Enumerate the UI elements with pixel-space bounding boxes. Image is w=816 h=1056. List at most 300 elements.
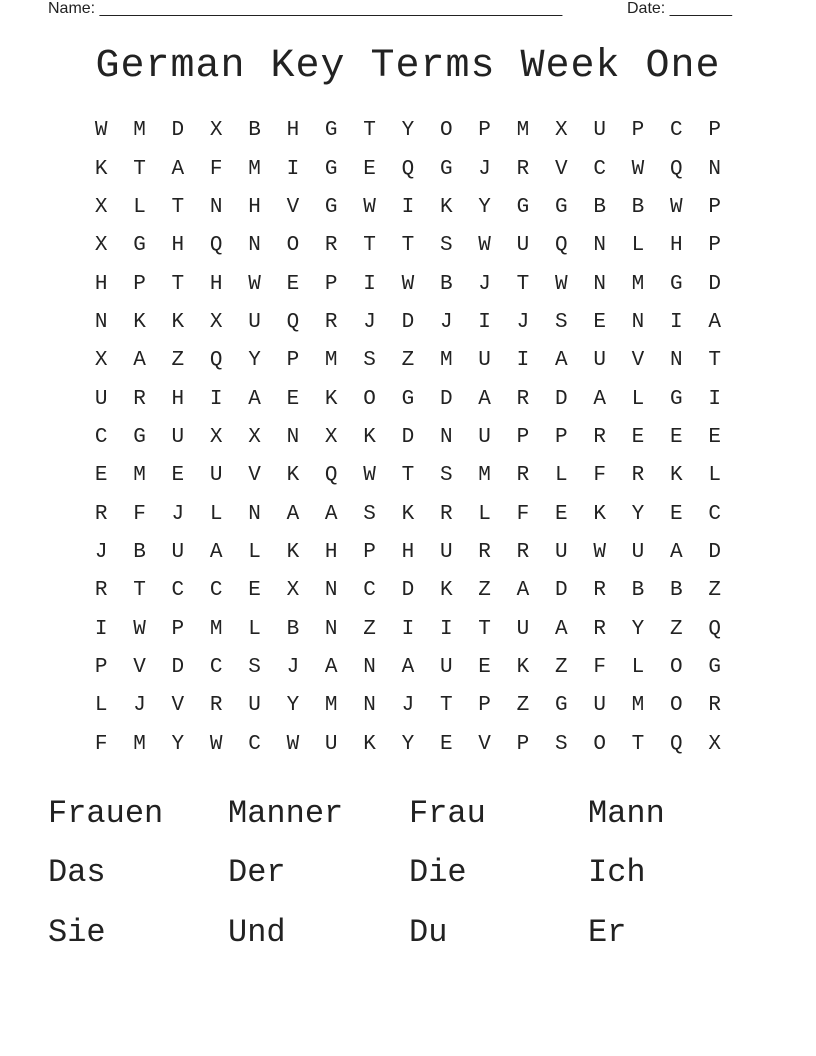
grid-cell[interactable]: G xyxy=(324,119,338,143)
grid-cell[interactable]: T xyxy=(516,272,530,296)
grid-cell[interactable]: X xyxy=(209,310,223,334)
grid-cell[interactable]: A xyxy=(670,540,683,564)
grid-cell[interactable]: N xyxy=(248,234,261,258)
grid-cell[interactable]: W xyxy=(401,272,415,296)
grid-cell[interactable]: P xyxy=(324,272,338,296)
grid-cell[interactable]: Y xyxy=(286,694,300,718)
grid-cell[interactable]: L xyxy=(631,387,645,411)
grid-cell[interactable]: C xyxy=(248,732,261,756)
grid-cell[interactable]: A xyxy=(708,310,721,334)
grid-cell[interactable]: P xyxy=(171,617,185,641)
grid-cell[interactable]: C xyxy=(171,579,185,603)
grid-cell[interactable]: R xyxy=(324,310,338,334)
grid-cell[interactable]: V xyxy=(631,349,645,373)
grid-cell[interactable]: P xyxy=(516,732,530,756)
grid-cell[interactable]: N xyxy=(439,425,453,449)
grid-cell[interactable]: U xyxy=(516,617,530,641)
grid-cell[interactable]: U xyxy=(439,655,453,679)
grid-cell[interactable]: Q xyxy=(401,157,415,181)
grid-cell[interactable]: K xyxy=(363,732,376,756)
grid-cell[interactable]: J xyxy=(401,694,415,718)
grid-cell[interactable]: C xyxy=(209,655,223,679)
grid-cell[interactable]: B xyxy=(631,195,645,219)
grid-cell[interactable]: W xyxy=(631,157,645,181)
grid-cell[interactable]: K xyxy=(133,310,146,334)
grid-cell[interactable]: V xyxy=(478,732,491,756)
grid-cell[interactable]: Y xyxy=(401,119,415,143)
grid-cell[interactable]: A xyxy=(324,502,338,526)
grid-cell[interactable]: O xyxy=(670,655,683,679)
word-list-item: Er xyxy=(588,913,627,951)
grid-cell[interactable]: R xyxy=(94,579,108,603)
grid-cell[interactable]: H xyxy=(670,234,683,258)
grid-cell[interactable]: N xyxy=(286,425,300,449)
grid-cell[interactable]: N xyxy=(593,272,606,296)
grid-cell[interactable]: K xyxy=(94,157,108,181)
grid-cell[interactable]: D xyxy=(171,119,185,143)
grid-cell[interactable]: H xyxy=(324,540,338,564)
grid-cell[interactable]: S xyxy=(363,502,376,526)
grid-cell[interactable]: N xyxy=(631,310,645,334)
grid-cell[interactable]: E xyxy=(248,579,261,603)
grid-cell[interactable]: E xyxy=(171,464,185,488)
grid-cell[interactable]: M xyxy=(324,349,338,373)
grid-cell[interactable]: A xyxy=(133,349,146,373)
grid-cell[interactable]: I xyxy=(478,310,491,334)
grid-cell[interactable]: S xyxy=(363,349,376,373)
grid-cell[interactable]: J xyxy=(363,310,376,334)
grid-cell[interactable]: A xyxy=(171,157,185,181)
grid-cell[interactable]: G xyxy=(670,272,683,296)
grid-cell[interactable]: D xyxy=(401,579,415,603)
grid-cell[interactable]: A xyxy=(593,387,606,411)
grid-cell[interactable]: H xyxy=(286,119,300,143)
grid-cell[interactable]: N xyxy=(593,234,606,258)
grid-cell[interactable]: I xyxy=(439,617,453,641)
grid-cell[interactable]: L xyxy=(554,464,568,488)
grid-cell[interactable]: L xyxy=(478,502,491,526)
grid-cell[interactable]: F xyxy=(516,502,530,526)
grid-cell[interactable]: P xyxy=(708,234,721,258)
name-field-label[interactable]: Name: ____________________________________________________ xyxy=(48,0,563,17)
grid-cell[interactable]: X xyxy=(324,425,338,449)
grid-cell[interactable]: M xyxy=(248,157,261,181)
grid-cell[interactable]: Q xyxy=(554,234,568,258)
grid-cell[interactable]: M xyxy=(631,272,645,296)
grid-cell[interactable]: K xyxy=(593,502,606,526)
grid-cell[interactable]: R xyxy=(133,387,146,411)
grid-cell[interactable]: A xyxy=(248,387,261,411)
grid-cell[interactable]: U xyxy=(248,310,261,334)
grid-cell[interactable]: A xyxy=(554,617,568,641)
grid-cell[interactable]: Y xyxy=(171,732,185,756)
grid-cell[interactable]: R xyxy=(516,387,530,411)
grid-cell[interactable]: S xyxy=(554,310,568,334)
grid-cell[interactable]: D xyxy=(554,579,568,603)
grid-cell[interactable]: E xyxy=(708,425,721,449)
grid-cell[interactable]: E xyxy=(363,157,376,181)
grid-cell[interactable]: M xyxy=(133,464,146,488)
grid-cell[interactable]: M xyxy=(439,349,453,373)
grid-cell[interactable]: M xyxy=(516,119,530,143)
grid-cell[interactable]: D xyxy=(401,310,415,334)
grid-cell[interactable]: N xyxy=(248,502,261,526)
grid-cell[interactable]: H xyxy=(401,540,415,564)
grid-cell[interactable]: Q xyxy=(209,234,223,258)
grid-cell[interactable]: T xyxy=(631,732,645,756)
grid-cell[interactable]: U xyxy=(248,694,261,718)
grid-cell[interactable]: S xyxy=(439,234,453,258)
grid-cell[interactable]: D xyxy=(708,272,721,296)
grid-cell[interactable]: Z xyxy=(171,349,185,373)
grid-cell[interactable]: P xyxy=(708,195,721,219)
grid-cell[interactable]: G xyxy=(554,195,568,219)
grid-cell[interactable]: W xyxy=(248,272,261,296)
grid-cell[interactable]: R xyxy=(631,464,645,488)
grid-cell[interactable]: P xyxy=(516,425,530,449)
grid-cell[interactable]: I xyxy=(670,310,683,334)
grid-cell[interactable]: I xyxy=(209,387,223,411)
grid-cell[interactable]: X xyxy=(94,234,108,258)
grid-cell[interactable]: A xyxy=(516,579,530,603)
grid-cell[interactable]: W xyxy=(94,119,108,143)
grid-cell[interactable]: J xyxy=(478,272,491,296)
grid-cell[interactable]: R xyxy=(209,694,223,718)
grid-cell[interactable]: N xyxy=(363,694,376,718)
grid-cell[interactable]: Z xyxy=(670,617,683,641)
grid-cell[interactable]: G xyxy=(324,195,338,219)
grid-cell[interactable]: Q xyxy=(670,157,683,181)
grid-cell[interactable]: R xyxy=(516,464,530,488)
grid-row xyxy=(82,150,734,188)
grid-cell[interactable]: N xyxy=(670,349,683,373)
grid-cell[interactable]: W xyxy=(478,234,491,258)
grid-cell[interactable]: E xyxy=(478,655,491,679)
grid-cell[interactable]: K xyxy=(401,502,415,526)
grid-cell[interactable]: D xyxy=(708,540,721,564)
grid-cell[interactable]: O xyxy=(593,732,606,756)
grid-cell[interactable]: Z xyxy=(554,655,568,679)
grid-cell[interactable]: L xyxy=(94,694,108,718)
grid-cell[interactable]: K xyxy=(439,579,453,603)
grid-cell[interactable]: A xyxy=(478,387,491,411)
grid-cell[interactable]: T xyxy=(478,617,491,641)
grid-cell[interactable]: M xyxy=(209,617,223,641)
grid-cell[interactable]: U xyxy=(516,234,530,258)
grid-cell[interactable]: T xyxy=(363,234,376,258)
grid-cell[interactable]: X xyxy=(554,119,568,143)
grid-cell[interactable]: K xyxy=(286,464,300,488)
grid-cell[interactable]: K xyxy=(363,425,376,449)
grid-cell[interactable]: U xyxy=(94,387,108,411)
grid-cell[interactable]: Y xyxy=(631,502,645,526)
grid-cell[interactable]: K xyxy=(286,540,300,564)
grid-cell[interactable]: U xyxy=(171,540,185,564)
grid-cell[interactable]: U xyxy=(324,732,338,756)
grid-cell[interactable]: U xyxy=(593,119,606,143)
grid-cell[interactable]: N xyxy=(363,655,376,679)
grid-cell[interactable]: J xyxy=(171,502,185,526)
grid-cell[interactable]: R xyxy=(516,157,530,181)
grid-cell[interactable]: X xyxy=(708,732,721,756)
grid-cell[interactable]: U xyxy=(209,464,223,488)
grid-cell[interactable]: I xyxy=(363,272,376,296)
grid-cell[interactable]: C xyxy=(209,579,223,603)
grid-cell[interactable]: M xyxy=(478,464,491,488)
grid-cell[interactable]: L xyxy=(248,540,261,564)
grid-cell[interactable]: U xyxy=(631,540,645,564)
grid-cell[interactable]: A xyxy=(286,502,300,526)
grid-cell[interactable]: Q xyxy=(670,732,683,756)
grid-cell[interactable]: Y xyxy=(478,195,491,219)
grid-cell[interactable]: P xyxy=(133,272,146,296)
grid-cell[interactable]: P xyxy=(94,655,108,679)
grid-cell[interactable]: G xyxy=(133,234,146,258)
grid-cell[interactable]: E xyxy=(554,502,568,526)
grid-cell[interactable]: D xyxy=(554,387,568,411)
grid-cell[interactable]: C xyxy=(670,119,683,143)
word-list-item: Sie xyxy=(48,913,106,951)
grid-cell[interactable]: T xyxy=(401,464,415,488)
grid-cell[interactable]: O xyxy=(670,694,683,718)
grid-cell[interactable]: T xyxy=(439,694,453,718)
grid-cell[interactable]: A xyxy=(554,349,568,373)
grid-cell[interactable]: U xyxy=(593,694,606,718)
grid-cell[interactable]: W xyxy=(209,732,223,756)
grid-cell[interactable]: S xyxy=(248,655,261,679)
grid-cell[interactable]: X xyxy=(248,425,261,449)
grid-cell[interactable]: H xyxy=(171,234,185,258)
grid-cell[interactable]: Y xyxy=(631,617,645,641)
grid-cell[interactable]: I xyxy=(94,617,108,641)
grid-cell[interactable]: U xyxy=(478,425,491,449)
grid-cell[interactable]: C xyxy=(593,157,606,181)
grid-cell[interactable]: W xyxy=(670,195,683,219)
grid-cell[interactable]: T xyxy=(708,349,721,373)
grid-cell[interactable]: G xyxy=(708,655,721,679)
grid-cell[interactable]: V xyxy=(248,464,261,488)
grid-cell[interactable]: T xyxy=(171,195,185,219)
grid-cell[interactable]: E xyxy=(593,310,606,334)
grid-cell[interactable]: Z xyxy=(708,579,721,603)
grid-cell[interactable]: E xyxy=(670,425,683,449)
grid-cell[interactable]: P xyxy=(363,540,376,564)
grid-cell[interactable]: B xyxy=(670,579,683,603)
grid-cell[interactable]: Z xyxy=(401,349,415,373)
grid-cell[interactable]: B xyxy=(248,119,261,143)
grid-cell[interactable]: N xyxy=(94,310,108,334)
grid-row xyxy=(82,572,734,610)
grid-cell[interactable]: T xyxy=(133,579,146,603)
grid-cell[interactable]: R xyxy=(324,234,338,258)
grid-cell[interactable]: L xyxy=(248,617,261,641)
word-list-item: Die xyxy=(409,854,467,892)
grid-cell[interactable]: N xyxy=(708,157,721,181)
grid-cell[interactable]: X xyxy=(94,349,108,373)
grid-cell[interactable]: O xyxy=(363,387,376,411)
grid-cell[interactable]: E xyxy=(286,387,300,411)
grid-cell[interactable]: L xyxy=(631,655,645,679)
grid-cell[interactable]: L xyxy=(133,195,146,219)
grid-cell[interactable]: K xyxy=(516,655,530,679)
grid-cell[interactable]: T xyxy=(401,234,415,258)
grid-cell[interactable]: T xyxy=(363,119,376,143)
header xyxy=(48,0,748,20)
grid-cell[interactable]: W xyxy=(554,272,568,296)
grid-cell[interactable]: M xyxy=(324,694,338,718)
grid-cell[interactable]: N xyxy=(324,617,338,641)
grid-cell[interactable]: G xyxy=(439,157,453,181)
grid-cell[interactable]: K xyxy=(171,310,185,334)
grid-cell[interactable]: Q xyxy=(286,310,300,334)
grid-cell[interactable]: E xyxy=(94,464,108,488)
grid-cell[interactable]: H xyxy=(171,387,185,411)
grid-cell[interactable]: L xyxy=(708,464,721,488)
grid-cell[interactable]: X xyxy=(94,195,108,219)
grid-cell[interactable]: A xyxy=(324,655,338,679)
grid-cell[interactable]: J xyxy=(478,157,491,181)
grid-cell[interactable]: Y xyxy=(401,732,415,756)
grid-cell[interactable]: R xyxy=(593,579,606,603)
grid-cell[interactable]: D xyxy=(401,425,415,449)
grid-cell[interactable]: G xyxy=(670,387,683,411)
grid-cell[interactable]: M xyxy=(631,694,645,718)
grid-cell[interactable]: I xyxy=(708,387,721,411)
grid-cell[interactable]: U xyxy=(593,349,606,373)
grid-cell[interactable]: P xyxy=(286,349,300,373)
grid-cell[interactable]: X xyxy=(209,425,223,449)
grid-cell[interactable]: E xyxy=(631,425,645,449)
grid-cell[interactable]: A xyxy=(401,655,415,679)
grid-cell[interactable]: U xyxy=(478,349,491,373)
grid-cell[interactable]: L xyxy=(209,502,223,526)
grid-cell[interactable]: V xyxy=(554,157,568,181)
grid-cell[interactable]: J xyxy=(133,694,146,718)
grid-cell[interactable]: Z xyxy=(478,579,491,603)
grid-row xyxy=(82,610,734,648)
grid-cell[interactable]: Q xyxy=(708,617,721,641)
grid-cell[interactable]: V xyxy=(171,694,185,718)
grid-row xyxy=(82,649,734,687)
grid-cell[interactable]: O xyxy=(286,234,300,258)
grid-cell[interactable]: R xyxy=(708,694,721,718)
grid-cell[interactable]: I xyxy=(516,349,530,373)
grid-cell[interactable]: J xyxy=(439,310,453,334)
grid-cell[interactable]: F xyxy=(593,464,606,488)
grid-cell[interactable]: P xyxy=(478,119,491,143)
grid-cell[interactable]: K xyxy=(324,387,338,411)
grid-cell[interactable]: T xyxy=(171,272,185,296)
grid-cell[interactable]: C xyxy=(94,425,108,449)
grid-cell[interactable]: W xyxy=(363,195,376,219)
grid-cell[interactable]: R xyxy=(593,617,606,641)
grid-cell[interactable]: B xyxy=(133,540,146,564)
grid-cell[interactable]: C xyxy=(363,579,376,603)
grid-cell[interactable]: G xyxy=(516,195,530,219)
grid-cell[interactable]: P xyxy=(478,694,491,718)
grid-cell[interactable]: H xyxy=(248,195,261,219)
grid-cell[interactable]: B xyxy=(439,272,453,296)
grid-cell[interactable]: Z xyxy=(363,617,376,641)
grid-cell[interactable]: E xyxy=(439,732,453,756)
grid-cell[interactable]: R xyxy=(593,425,606,449)
grid-cell[interactable]: X xyxy=(286,579,300,603)
grid-cell[interactable]: W xyxy=(593,540,606,564)
grid-cell[interactable]: G xyxy=(554,694,568,718)
grid-cell[interactable]: E xyxy=(670,502,683,526)
grid-cell[interactable]: M xyxy=(133,119,146,143)
grid-cell[interactable]: O xyxy=(439,119,453,143)
grid-cell[interactable]: R xyxy=(516,540,530,564)
grid-cell[interactable]: W xyxy=(363,464,376,488)
grid-cell[interactable]: W xyxy=(286,732,300,756)
grid-cell[interactable]: L xyxy=(631,234,645,258)
grid-cell[interactable]: I xyxy=(401,195,415,219)
grid-cell[interactable]: Z xyxy=(516,694,530,718)
grid-row xyxy=(82,265,734,303)
grid-cell[interactable]: J xyxy=(286,655,300,679)
grid-cell[interactable]: A xyxy=(209,540,223,564)
grid-cell[interactable]: M xyxy=(133,732,146,756)
grid-cell[interactable]: Q xyxy=(209,349,223,373)
grid-cell[interactable]: G xyxy=(324,157,338,181)
grid-cell[interactable]: U xyxy=(439,540,453,564)
grid-cell[interactable]: K xyxy=(439,195,453,219)
grid-cell[interactable]: S xyxy=(554,732,568,756)
grid-cell[interactable]: J xyxy=(94,540,108,564)
grid-cell[interactable]: D xyxy=(439,387,453,411)
grid-cell[interactable]: X xyxy=(209,119,223,143)
grid-cell[interactable]: H xyxy=(94,272,108,296)
grid-cell[interactable]: W xyxy=(133,617,146,641)
grid-cell[interactable]: J xyxy=(516,310,530,334)
grid-cell[interactable]: N xyxy=(324,579,338,603)
grid-cell[interactable]: U xyxy=(554,540,568,564)
grid-cell[interactable]: B xyxy=(286,617,300,641)
grid-cell[interactable]: R xyxy=(94,502,108,526)
grid-cell[interactable]: D xyxy=(171,655,185,679)
grid-cell[interactable]: I xyxy=(401,617,415,641)
grid-cell[interactable]: R xyxy=(439,502,453,526)
grid-cell[interactable]: F xyxy=(209,157,223,181)
grid-cell[interactable]: V xyxy=(133,655,146,679)
grid-cell[interactable]: R xyxy=(478,540,491,564)
grid-cell[interactable]: T xyxy=(133,157,146,181)
grid-cell[interactable]: H xyxy=(209,272,223,296)
grid-cell[interactable]: F xyxy=(133,502,146,526)
grid-cell[interactable]: C xyxy=(708,502,721,526)
grid-cell[interactable]: B xyxy=(593,195,606,219)
grid-cell[interactable]: S xyxy=(439,464,453,488)
grid-cell[interactable]: N xyxy=(209,195,223,219)
date-field-label[interactable]: Date: _______ xyxy=(627,0,732,17)
grid-cell[interactable]: F xyxy=(94,732,108,756)
grid-cell[interactable]: V xyxy=(286,195,300,219)
grid-cell[interactable]: B xyxy=(631,579,645,603)
grid-cell[interactable]: F xyxy=(593,655,606,679)
grid-cell[interactable]: G xyxy=(401,387,415,411)
grid-cell[interactable]: P xyxy=(554,425,568,449)
grid-cell[interactable]: P xyxy=(631,119,645,143)
grid-cell[interactable]: K xyxy=(670,464,683,488)
grid-cell[interactable]: P xyxy=(708,119,721,143)
grid-cell[interactable]: U xyxy=(171,425,185,449)
grid-cell[interactable]: E xyxy=(286,272,300,296)
grid-cell[interactable]: Y xyxy=(248,349,261,373)
grid-cell[interactable]: Q xyxy=(324,464,338,488)
grid-cell[interactable]: G xyxy=(133,425,146,449)
grid-cell[interactable]: I xyxy=(286,157,300,181)
